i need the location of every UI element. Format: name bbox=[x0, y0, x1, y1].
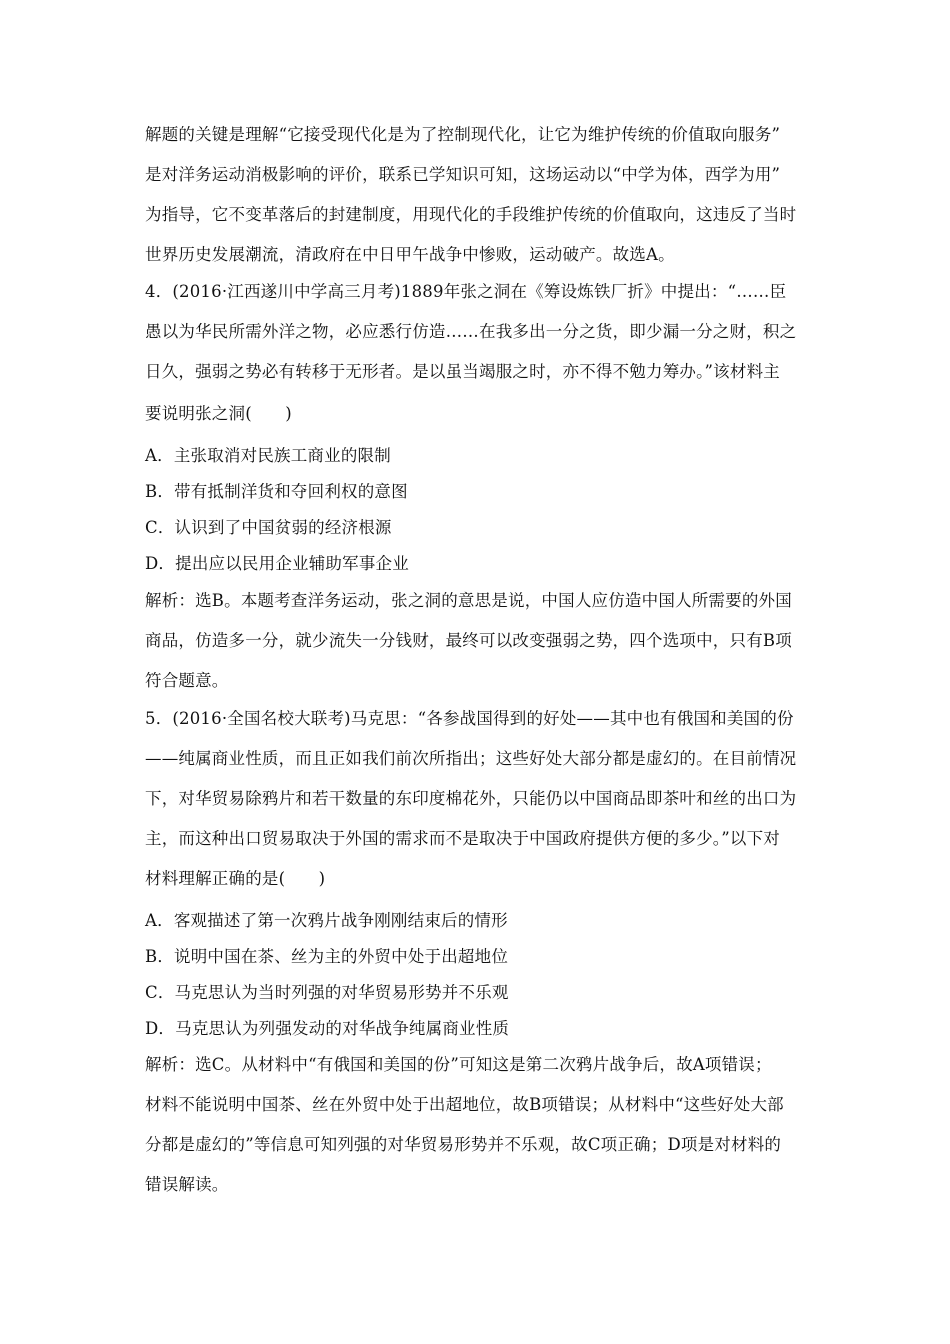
text-line: ——纯属商业性质，而且正如我们前次所指出；这些好处大部分都是虚幻的。在目前情况 bbox=[145, 749, 797, 768]
text-line: 商品，仿造多一分，就少流失一分钱财，最终可以改变强弱之势，四个选项中，只有B项 bbox=[145, 631, 792, 650]
text-line: 是对洋务运动消极影响的评价，联系已学知识可知，这场运动以“中学为体，西学为用” bbox=[145, 165, 781, 184]
question-5-stem: 5．(2016·全国名校大联考)马克思：“各参战国得到的好处——其中也有俄国和美国的份 bbox=[145, 709, 794, 728]
text-line: 为指导，它不变革落后的封建制度，用现代化的手段维护传统的价值取向，这违反了当时 bbox=[145, 205, 797, 224]
text-line: 解题的关键是理解“它接受现代化是为了控制现代化，让它为维护传统的价值取向服务” bbox=[145, 125, 781, 144]
text-line: 分都是虚幻的”等信息可知列强的对华贸易形势并不乐观，故C项正确；D项是对材料的 bbox=[145, 1135, 782, 1154]
option-b: B．说明中国在茶、丝为主的外贸中处于出超地位 bbox=[145, 947, 509, 966]
question-4-stem: 4．(2016·江西遂川中学高三月考)1889年张之洞在《筹设炼铁厂折》中提出：“……臣 bbox=[145, 282, 787, 301]
text-line: 错误解读。 bbox=[145, 1175, 229, 1194]
text-line: 主，而这种出口贸易取决于外国的需求而不是取决于中国政府提供方便的多少。”以下对 bbox=[145, 829, 780, 848]
option-c: C．马克思认为当时列强的对华贸易形势并不乐观 bbox=[145, 983, 509, 1002]
option-b: B．带有抵制洋货和夺回利权的意图 bbox=[145, 482, 408, 501]
option-a: A．主张取消对民族工商业的限制 bbox=[145, 446, 391, 465]
text-line: 材料理解正确的是( ) bbox=[145, 869, 326, 888]
option-c: C．认识到了中国贫弱的经济根源 bbox=[145, 518, 392, 537]
text-line: 符合题意。 bbox=[145, 671, 229, 690]
option-d: D．提出应以民用企业辅助军事企业 bbox=[145, 554, 409, 573]
option-d: D．马克思认为列强发动的对华战争纯属商业性质 bbox=[145, 1019, 510, 1038]
text-line: 世界历史发展潮流，清政府在中日甲午战争中惨败，运动破产。故选A。 bbox=[145, 245, 675, 264]
option-a: A．客观描述了第一次鸦片战争刚刚结束后的情形 bbox=[145, 911, 508, 930]
text-line: 要说明张之洞( ) bbox=[145, 404, 292, 423]
analysis-5: 解析：选C。从材料中“有俄国和美国的份”可知这是第二次鸦片战争后，故A项错误； bbox=[145, 1055, 772, 1074]
text-line: 日久，强弱之势必有转移于无形者。是以虽当竭服之时，亦不得不勉力筹办。”该材料主 bbox=[145, 362, 780, 381]
analysis-4: 解析：选B。本题考查洋务运动，张之洞的意思是说，中国人应仿造中国人所需要的外国 bbox=[145, 591, 792, 610]
text-line: 愚以为华民所需外洋之物，必应悉行仿造……在我多出一分之货，即少漏一分之财，积之 bbox=[145, 322, 797, 341]
text-line: 下，对华贸易除鸦片和若干数量的东印度棉花外，只能仍以中国商品即茶叶和丝的出口为 bbox=[145, 789, 797, 808]
text-line: 材料不能说明中国茶、丝在外贸中处于出超地位，故B项错误；从材料中“这些好处大部 bbox=[145, 1095, 784, 1114]
